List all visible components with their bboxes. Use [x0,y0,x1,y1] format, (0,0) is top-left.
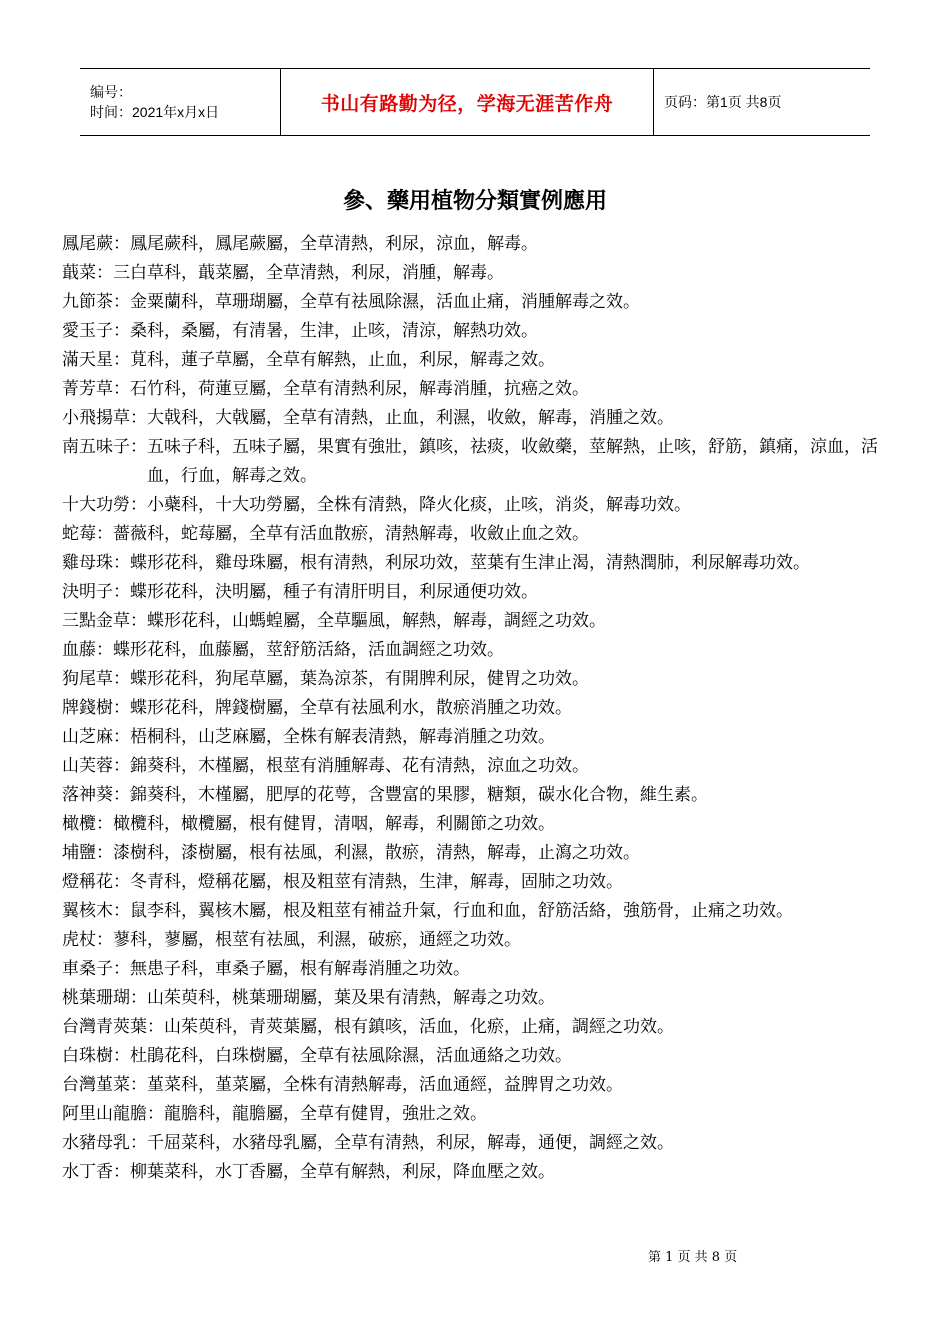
header-page-cell [654,69,870,135]
plant-name: 台灣堇菜： [62,1075,147,1095]
plant-name: 九節茶： [62,292,130,312]
plant-name: 桃葉珊瑚： [62,988,147,1008]
list-item [62,1071,907,1100]
plant-name: 埔鹽： [62,843,113,863]
number-label: 编号： [90,84,132,100]
plant-name: 三點金草： [62,611,147,631]
plant-name: 狗尾草： [62,669,130,689]
list-item [62,636,907,665]
plant-description: 大戟科，大戟屬，全草有清熱，止血，利濕，收斂，解毒，消腫之效。 [147,408,674,428]
plant-description: 橄欖科，橄欖屬，根有健胃，清咽，解毒，利關節之功效。 [113,814,555,834]
plant-description: 錦葵科，木槿屬，根莖有消腫解毒、花有清熱，涼血之功效。 [130,756,589,776]
list-item [62,1100,907,1129]
list-item [62,839,907,868]
plant-description: 蝶形花科，血藤屬，莖舒筋活絡，活血調經之功效。 [113,640,504,660]
plant-description: 蝶形花科，狗尾草屬，葉為涼茶，有開脾利尿，健胃之功效。 [130,669,589,689]
plant-name: 虎杖： [62,930,113,950]
plant-description: 桑科，桑屬，有清暑，生津，止咳，清涼，解熱功效。 [130,321,538,341]
page-title: 參、藥用植物分類實例應用 [342,189,607,214]
list-item [62,1042,907,1071]
list-item [62,288,907,317]
header-meta [80,69,280,135]
plant-description: 小蘗科，十大功勞屬，全株有清熱，降火化痰，止咳，消炎，解毒功效。 [147,495,691,515]
page-header [80,68,870,136]
list-item [62,578,907,607]
time-label: 时间：2021年x月x日 [90,104,220,120]
plant-name: 車桑子： [62,959,130,979]
list-item [62,665,907,694]
plant-name: 牌錢樹： [62,698,130,718]
plant-name: 水丁香： [62,1162,130,1182]
plant-name: 雞母珠： [62,553,130,573]
plant-description: 蝶形花科，山螞蝗屬，全草驅風，解熱，解毒，調經之功效。 [147,611,606,631]
page-footer: 第 1 页 共 8 页 [648,1250,738,1265]
plant-description: 金粟蘭科，草珊瑚屬，全草有祛風除濕，活血止痛，消腫解毒之效。 [130,292,640,312]
plant-name: 橄欖： [62,814,113,834]
header-motto-cell [280,69,654,135]
list-item [62,375,907,404]
list-item [62,752,907,781]
plant-description: 蝶形花科，決明屬，種子有清肝明目，利尿通便功效。 [130,582,538,602]
plant-description: 山茱萸科，桃葉珊瑚屬，葉及果有清熱，解毒之功效。 [147,988,555,1008]
plant-name: 蛇莓： [62,524,113,544]
plant-description: 五味子科，五味子屬，果實有強壯，鎮咳，祛痰，收斂藥，莖解熱，止咳，舒筋，鎮痛，涼血，活血，行血，解毒之效。 [147,437,878,486]
plant-description: 莧科，蓮子草屬，全草有解熱，止血，利尿，解毒之效。 [130,350,555,370]
list-item [62,723,907,752]
plant-description: 堇菜科，堇菜屬，全株有清熱解毒，活血通經，益脾胃之功效。 [147,1075,623,1095]
plant-name: 血藤： [62,640,113,660]
plant-description: 山茱萸科，青莢葉屬，根有鎮咳，活血，化瘀，止痛，調經之功效。 [164,1017,674,1037]
list-item [62,897,907,926]
list-item [62,346,907,375]
plant-name: 小飛揚草： [62,408,147,428]
plant-name: 菁芳草： [62,379,130,399]
list-item [62,520,907,549]
plant-name: 阿里山龍膽： [62,1104,164,1124]
page-label: 页码：第1页 共8页 [664,94,782,110]
plant-description: 蝶形花科，雞母珠屬，根有清熱，利尿功效，莖葉有生津止渴，清熱潤肺，利尿解毒功效。 [130,553,810,573]
plant-description: 柳葉菜科，水丁香屬，全草有解熱，利尿，降血壓之效。 [130,1162,555,1182]
plant-description: 薔薇科，蛇莓屬，全草有活血散瘀，清熱解毒，收斂止血之效。 [113,524,589,544]
list-item [62,781,907,810]
plant-description: 龍膽科，龍膽屬，全草有健胃，強壯之效。 [164,1104,487,1124]
list-item [62,549,907,578]
plant-description: 鼠李科，翼核木屬，根及粗莖有補益升氣，行血和血，舒筋活絡，強筋骨，止痛之功效。 [130,901,793,921]
plant-description: 梧桐科，山芝麻屬，全株有解表清熱，解毒消腫之功效。 [130,727,555,747]
plant-name: 滿天星： [62,350,130,370]
plant-name: 蕺菜： [62,263,113,283]
list-item [62,230,907,259]
plant-name: 愛玉子： [62,321,130,341]
plant-name: 水豬母乳： [62,1133,147,1153]
plant-name: 白珠樹： [62,1046,130,1066]
plant-name: 台灣青莢葉： [62,1017,164,1037]
plant-description: 蝶形花科，牌錢樹屬，全草有祛風利水，散瘀消腫之功效。 [130,698,572,718]
plant-description: 千屈菜科，水豬母乳屬，全草有清熱，利尿，解毒，通便，調經之效。 [147,1133,674,1153]
plant-description: 無患子科，車桑子屬，根有解毒消腫之功效。 [130,959,470,979]
list-item [62,868,907,897]
motto: 书山有路勤为径，学海无涯苦作舟 [320,92,614,115]
list-item [62,810,907,839]
plant-description: 漆樹科，漆樹屬，根有祛風，利濕，散瘀，清熱，解毒，止瀉之功效。 [113,843,640,863]
list-item [62,1158,907,1187]
plant-name: 山芙蓉： [62,756,130,776]
plant-description: 冬青科，燈稱花屬，根及粗莖有清熱，生津，解毒，固肺之功效。 [130,872,623,892]
plant-name: 落神葵： [62,785,130,805]
plant-name: 山芝麻： [62,727,130,747]
list-item [62,491,907,520]
plant-name: 翼核木： [62,901,130,921]
list-item [62,607,907,636]
list-item [62,433,907,491]
list-item [62,955,907,984]
plant-name: 決明子： [62,582,130,602]
list-item [62,694,907,723]
list-item [62,926,907,955]
plant-name: 十大功勞： [62,495,147,515]
list-item [62,259,907,288]
plant-description: 鳳尾蕨科，鳳尾蕨屬，全草清熱，利尿，涼血，解毒。 [130,234,538,254]
list-item [62,984,907,1013]
list-item [62,1129,907,1158]
plant-description: 三白草科，蕺菜屬，全草清熱，利尿，消腫，解毒。 [113,263,504,283]
plant-name: 燈稱花： [62,872,130,892]
plant-name: 南五味子： [62,437,147,457]
list-item [62,404,907,433]
plant-description: 蓼科，蓼屬，根莖有祛風，利濕，破瘀，通經之功效。 [113,930,521,950]
plant-description: 杜鵑花科，白珠樹屬，全草有祛風除濕，活血通絡之功效。 [130,1046,572,1066]
plant-description: 錦葵科，木槿屬，肥厚的花萼，含豐富的果膠，糖類，碳水化合物，維生素。 [130,785,708,805]
plant-description: 石竹科，荷蓮豆屬，全草有清熱利尿，解毒消腫，抗癌之效。 [130,379,589,399]
list-item [62,1013,907,1042]
list-item [62,317,907,346]
plant-name: 鳳尾蕨： [62,234,130,254]
entry-list [62,230,907,1187]
